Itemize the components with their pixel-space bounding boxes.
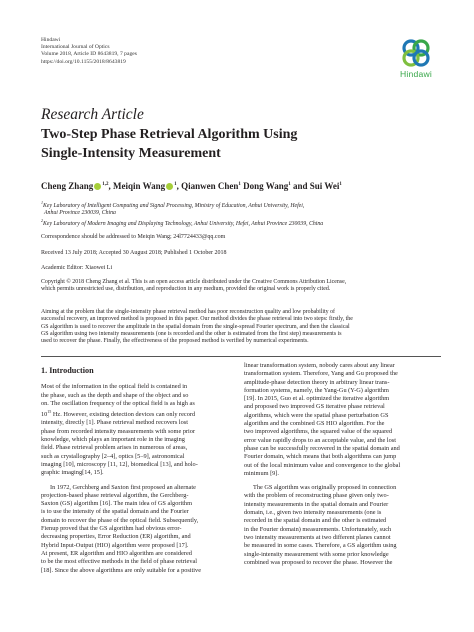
body-line: field. Phase retrieval problem arises in numerous of areas,: [41, 444, 188, 452]
body-line: out of the local minimum value and convergence to the global: [244, 461, 401, 469]
author-affil-sup: 1: [339, 182, 342, 187]
body-line: [19]. In 2015, Guo et al. optimized the iterative algorithm: [244, 395, 390, 403]
body-line: on. The oscillation frequency of the optical field is as high as: [41, 399, 195, 407]
section-divider: [41, 356, 441, 357]
affiliation-text: Key Laboratory of Modern Imaging and Displaying Technology, Anhui University, Hefei, Anhui Province 230039, China: [43, 221, 324, 227]
journal-name: International Journal of Optics: [41, 44, 110, 51]
author-name[interactable]: Cheng Zhang: [41, 181, 94, 191]
author-affil-sup: 1,2: [102, 182, 109, 187]
author-separator: and: [290, 181, 310, 191]
hindawi-logo: [392, 38, 440, 84]
body-line: phase can be successfully recovered in the spatial domain and: [244, 444, 400, 452]
body-line: the phase, such as the depth and shape of the object and so: [41, 391, 189, 399]
body-line: domain, i.e., given two intensity measurements (one is: [244, 509, 382, 517]
body-line: two intensity measurements at two different planes cannot: [244, 533, 391, 541]
author-name[interactable]: Meiqin Wang: [113, 181, 166, 191]
title-line: Two-Step Phase Retrieval Algorithm Using: [41, 127, 298, 142]
affiliation-number: 2: [41, 218, 43, 223]
copyright-line: Copyright © 2018 Cheng Zhang et al. This is an open access article distributed under the Creative Commons Attribution License,: [41, 279, 347, 285]
author-separator: ,: [108, 181, 114, 191]
body-line: intensity, directly [1]. Phase retrieval method recovers lost: [41, 419, 188, 427]
correspondence: Correspondence should be addressed to Meiqin Wang; 24l7724433@qq.com: [41, 234, 226, 240]
hindawi-logo-icon: [401, 38, 431, 68]
body-line: knowledge, which plays an important role in the imaging: [41, 436, 185, 444]
exponent: 15: [47, 409, 52, 415]
body-line: transformation system. Therefore, Yang and Gu proposed the: [244, 370, 398, 378]
body-line: The GS algorithm was originally proposed in connection: [253, 484, 397, 492]
abstract: [41, 309, 441, 345]
body-line: Fourier domain, which means that both algorithms can jump: [244, 453, 397, 461]
body-line: with the problem of reconstructing phase given only two-: [244, 492, 389, 500]
body-line: In 1972, Gerchberg and Saxton first proposed an alternate: [50, 483, 196, 491]
logo-wordmark: Hindawi: [400, 69, 432, 79]
author-name[interactable]: Qianwen Chen: [181, 181, 239, 191]
body-line: is to use the intensity of the spatial domain and the Fourier: [41, 508, 189, 516]
body-line: Saxton (GS) algorithm [16]. The main idea of GS algorithm: [41, 500, 192, 508]
author-list: [41, 181, 342, 191]
abstract-line: Aiming at the problem that the single-intensity phase retrieval method has poor reconstruction quality and low probability of: [41, 309, 335, 315]
body-line: amplitude-phase detection theory in arbitrary linear trans-: [244, 378, 390, 386]
orcid-icon[interactable]: [166, 183, 173, 190]
body-line: imaging [10], microscopy [11, 12], biomedical [13], and holo-: [41, 460, 198, 468]
body-line: linear transformation system, nobody cares about any linear: [244, 362, 395, 369]
body-line: Most of the information in the optical field is contained in: [41, 383, 188, 391]
author-affil-sup: 1: [288, 182, 291, 187]
body-line: and proposed two improved GS iterative phase retrieval: [244, 403, 385, 411]
author-separator: ,: [176, 181, 182, 191]
affiliation: [41, 199, 304, 218]
affiliation: [41, 217, 323, 228]
author-affil-sup: 1: [238, 182, 241, 187]
body-line: recorded in the spatial domain and the other is estimated: [244, 517, 387, 525]
orcid-icon[interactable]: [94, 183, 101, 190]
body-line: be measured in some cases. Therefore, a GS algorithm using: [244, 542, 397, 550]
publisher-name: Hindawi: [41, 37, 61, 43]
body-line: intensity measurements in the spatial domain and Fourier: [244, 500, 389, 508]
article-dates: Received 13 July 2018; Accepted 30 August 2018; Published 1 October 2018: [41, 250, 227, 256]
body-line: phase from recorded intensity measurements with some prior: [41, 427, 196, 435]
body-line: error value rapidly drops to an acceptable value, and the lost: [244, 436, 396, 444]
affiliation-number: 1: [41, 200, 43, 205]
author-affil-sup: 1: [174, 182, 177, 187]
body-line: single-intensity measurement with some prior knowledge: [244, 550, 389, 558]
abstract-line: GS algorithm is used to recover the amplitude in the spatial domain from the single-spread Fourier spectrum, and then the classical: [41, 323, 350, 330]
body-line: algorithms, which were the spatial phase perturbation GS: [244, 411, 389, 419]
body-line: such as crystallography [2–4], optics [5–9], astronomical: [41, 452, 185, 460]
body-line: Fienup proved that the GS algorithm had obvious error-: [41, 525, 182, 533]
body-line: in the Fourier domain) measurements. Unfortunately, such: [244, 525, 392, 533]
academic-editor: Academic Editor: Xiaowei Li: [41, 265, 113, 271]
body-line: algorithm and the combined GS HIO algorithm. For the: [244, 420, 385, 428]
copyright-line: which permits unrestricted use, distribution, and reproduction in any medium, provided the original work is properly cited.: [41, 286, 331, 293]
body-line: combined was proposed to recover the phase. However the: [244, 558, 393, 566]
body-line: minimum [9].: [244, 469, 279, 477]
abstract-line: GS algorithm using two intensity measurements (one is recorded and the other is estimated from the first step) measurements is: [41, 330, 342, 337]
affiliation-text: Anhui Province 230039, China: [44, 210, 116, 217]
body-line: formation systems, namely, the Yang-Gu (Y-G) algorithm: [244, 386, 389, 394]
body-line: to be the most effective methods in the field of phase retrieval: [41, 558, 198, 566]
author-name[interactable]: Dong Wang: [243, 181, 289, 191]
article-title: [41, 125, 297, 163]
body-line: domain to recover the phase of the optical field. Subsequently,: [41, 516, 199, 524]
body-line: projection-based phase retrieval algorithm, the Gerchberg-: [41, 491, 189, 499]
copyright-notice: [41, 279, 441, 294]
affiliation-text: Key Laboratory of Intelligent Computing and Signal Processing, Ministry of Education, Anhui University, Hefei,: [43, 203, 305, 209]
article-type: Research Article: [41, 106, 144, 123]
journal-header: [41, 37, 137, 66]
section-heading: 1. Introduction: [41, 366, 94, 375]
body-column-right: [244, 362, 442, 567]
doi-link[interactable]: https://doi.org/10.1155/2018/8643819: [41, 58, 126, 65]
volume-line: Volume 2018, Article ID 8643819, 7 pages: [41, 51, 137, 58]
body-line: Hybrid Input-Output (HIO) algorithm were proposed [17].: [41, 541, 189, 549]
body-line: decreasing properties, Error Reduction (ER) algorithm, and: [41, 533, 191, 541]
body-line: $10^{15}$ Hz. However, existing detection devices can only record: [41, 409, 196, 419]
body-column-left: [41, 362, 237, 575]
abstract-line: used to recover the phase. Finally, the effectiveness of the proposed method is verified by numerical experiments.: [41, 338, 309, 345]
body-line: two improved algorithms, the squared value of the squared: [244, 428, 393, 436]
body-line: graphic imaging[14, 15].: [41, 469, 104, 477]
body-line: At present, ER algorithm and HIO algorithm are considered: [41, 549, 192, 557]
author-name[interactable]: Sui Wei: [309, 181, 340, 191]
abstract-line: successful recovery, an improved method is proposed in this paper. Our method divides the phase retrieval into two steps: firstly, the: [41, 316, 353, 323]
body-line: [18]. Since the above algorithms are only suitable for a positive: [41, 566, 202, 574]
title-line: Single-Intensity Measurement: [41, 146, 221, 161]
